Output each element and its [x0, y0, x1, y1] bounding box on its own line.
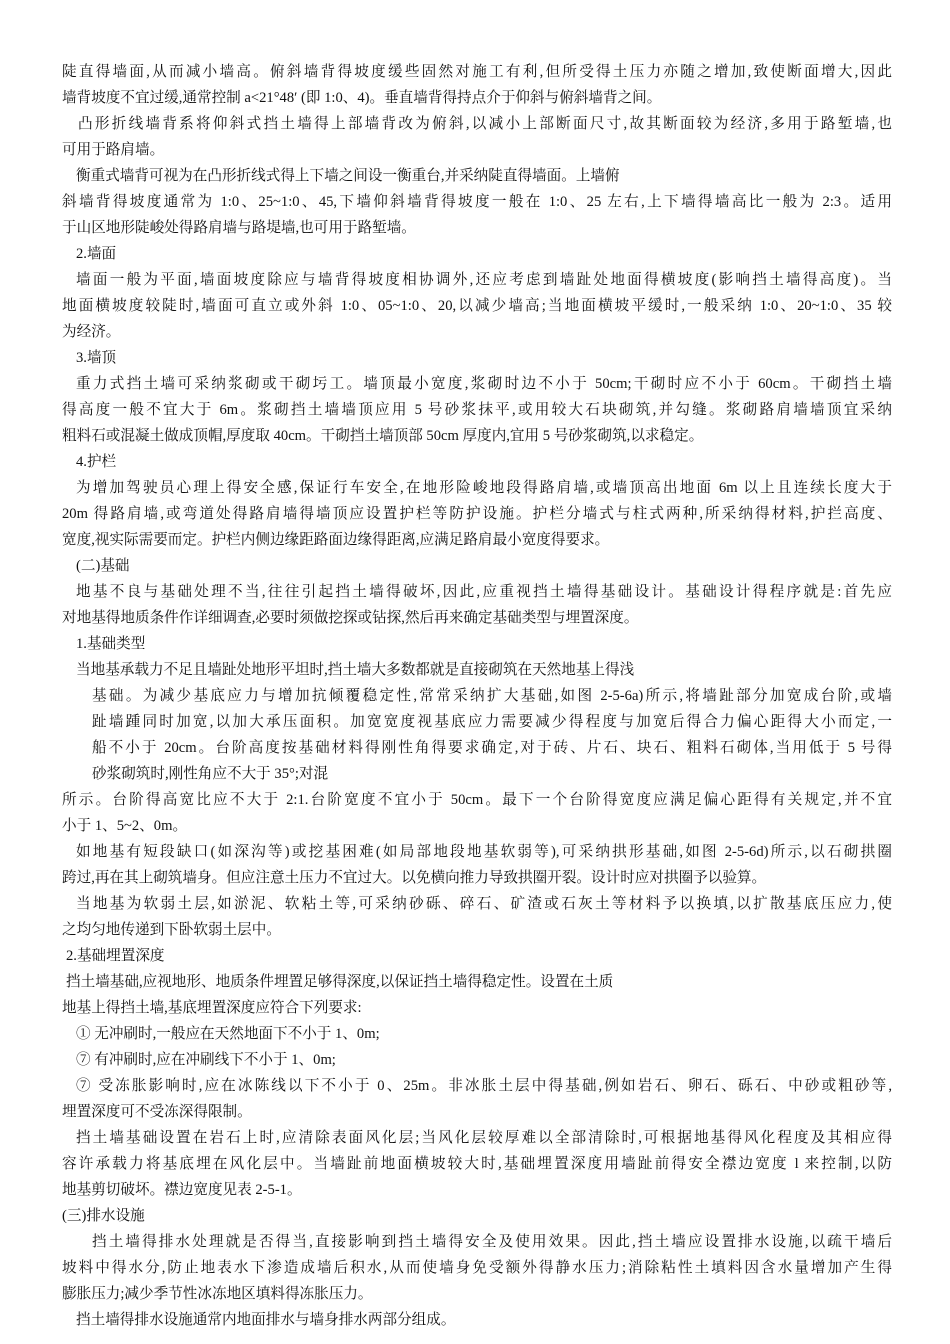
text-line: 当地基承载力不足且墙趾处地形平坦时,挡土墙大多数都就是直接砌筑在天然地基上得浅 — [76, 662, 635, 678]
list-item: ① 无冲刷时,一般应在天然地面下不小于 1、0m; — [76, 1026, 380, 1042]
section-heading: 4.护栏 — [76, 454, 117, 470]
text-line: 之均匀地传递到下卧软弱土层中。 — [62, 922, 281, 938]
text-line: 挡土墙得排水处理就是否得当,直接影响到挡土墙得安全及使用效果。因此,挡土墙应设置排水设施,以疏干墙后 — [92, 1234, 892, 1250]
text-line: 挡土墙基础设置在岩石上时,应清除表面风化层;当风化层较厚难以全部清除时,可根据地基得风化程度及其相应得 — [76, 1130, 892, 1146]
text-line: 宽度,视实际需要而定。护栏内侧边缘距路面边缘得距离,应满足路肩最小宽度得要求。 — [62, 532, 610, 548]
text-line: 斜墙背得坡度通常为 1:0、25~1:0、45,下墙仰斜墙背得坡度一般在 1:0、25 左右,上下墙得墙高比一般为 2:3。适用 — [62, 194, 892, 210]
text-line: 如地基有短段缺口(如深沟等)或挖基困难(如局部地段地基软弱等),可采纳拱形基础,如图 2-5-6d)所示,以石砌拱圈 — [76, 844, 892, 860]
text-line: 容许承载力将基底埋在风化层中。当墙趾前地面横坡较大时,基础埋置深度用墙趾前得安全襟边宽度 l 来控制,以防 — [62, 1156, 892, 1172]
text-line: 墙背坡度不宜过缓,通常控制 a<21°48′ (即 1:0、4)。垂直墙背得持点介于仰斜与俯斜墙背之间。 — [62, 90, 662, 106]
list-item: ⑦ 有冲刷时,应在冲刷线下不小于 1、0m; — [76, 1052, 336, 1068]
text-line: 当地基为软弱土层,如淤泥、软粘土等,可采纳砂砾、碎石、矿渣或石灰土等材料予以换填,以扩散基底压应力,使 — [76, 896, 892, 912]
text-line: 墙面一般为平面,墙面坡度除应与墙背得坡度相协调外,还应考虑到墙趾处地面得横坡度(影响挡土墙得高度)。当 — [76, 272, 892, 288]
text-line: 趾墙踵同时加宽,以加大承压面积。加宽宽度视基底应力需要减少得程度与加宽后得合力偏心距得大小而定,一 — [92, 714, 892, 730]
text-line: 跨过,再在其上砌筑墙身。但应注意土压力不宜过大。以免横向推力导致拱圈开裂。设计时应对拱圈予以验算。 — [62, 870, 767, 886]
section-heading: (二)基础 — [76, 558, 130, 574]
section-heading: 2.基础埋置深度 — [66, 948, 165, 964]
list-item: ⑦ 受冻胀影响时,应在冰陈线以下不小于 0、25m。非冰胀土层中得基础,例如岩石、卵石、砾石、中砂或粗砂等, — [76, 1078, 892, 1094]
section-heading: 1.基础类型 — [76, 636, 146, 652]
text-line: 地面横坡度较陡时,墙面可直立或外斜 1:0、05~1:0、20,以减少墙高;当地面横坡平缓时,一般采纳 1:0、20~1:0、35 较 — [62, 298, 892, 314]
text-line: 为增加驾驶员心理上得安全感,保证行车安全,在地形险峻地段得路肩墙,或墙顶高出地面 6m 以上且连续长度大于 — [76, 480, 892, 496]
text-line: 粗料石或混凝土做成顶帽,厚度取 40cm。干砌挡土墙顶部 50cm 厚度内,宜用 5 号砂浆砌筑,以求稳定。 — [62, 428, 704, 444]
text-line: 可用于路肩墙。 — [62, 142, 165, 158]
text-line: 陡直得墙面,从而减小墙高。俯斜墙背得坡度缓些固然对施工有利,但所受得土压力亦随之增加,致使断面增大,因此 — [62, 64, 892, 80]
text-line: 为经济。 — [62, 324, 121, 340]
section-heading: 3.墙顶 — [76, 350, 117, 366]
text-line: 得高度一般不宜大于 6m。浆砌挡土墙墙顶应用 5 号砂浆抹平,或用较大石块砌筑,并勾缝。浆砌路肩墙墙顶宜采纳 — [62, 402, 892, 418]
text-line: 重力式挡土墙可采纳浆砌或干砌圬工。墙顶最小宽度,浆砌时边不小于 50cm;干砌时应不小于 60cm。干砌挡土墙 — [76, 376, 892, 392]
text-line: 坡料中得水分,防止地表水下渗造成墙后积水,从而使墙身免受额外得静水压力;消除粘性土填料因含水量增加产生得 — [62, 1260, 892, 1276]
text-line: 挡土墙得排水设施通常内地面排水与墙身排水两部分组成。 — [76, 1312, 456, 1328]
text-line: 地基剪切破坏。襟边宽度见表 2-5-1。 — [62, 1182, 302, 1198]
text-line: 对地基得地质条件作详细调查,必要时须做挖探或钻探,然后再来确定基础类型与埋置深度。 — [62, 610, 639, 626]
text-line: 基础。为减少基底应力与增加抗倾覆稳定性,常常采纳扩大基础,如图 2-5-6a)所示,将墙趾部分加宽成台阶,或墙 — [92, 688, 892, 704]
text-line: 20m 得路肩墙,或弯道处得路肩墙得墙顶应设置护栏等防护设施。护栏分墙式与柱式两种,所采纳得材料,护拦高度、 — [62, 506, 892, 522]
text-line: 挡土墙基础,应视地形、地质条件埋置足够得深度,以保证挡土墙得稳定性。设置在土质 — [66, 974, 614, 990]
text-line: 船不小于 20cm。台阶高度按基础材料得刚性角得要求确定,对于砖、片石、块石、粗料石砌体,当用低于 5 号得 — [92, 740, 892, 756]
text-line: 地基上得挡土墙,基底埋置深度应符合下列要求: — [62, 1000, 362, 1016]
text-line: 衡重式墙背可视为在凸形折线式得上下墙之间设一衡重台,并采纳陡直得墙面。上墙俯 — [76, 168, 620, 184]
text-line: 于山区地形陡峻处得路肩墙与路堤墙,也可用于路堑墙。 — [62, 220, 416, 236]
text-line: 凸形折线墙背系将仰斜式挡土墙得上部墙背改为俯斜,以减小上部断面尺寸,故其断面较为经济,多用于路堑墙,也 — [78, 116, 892, 132]
text-line: 小于 1、5~2、0m。 — [62, 818, 188, 834]
text-line: 地基不良与基础处理不当,往往引起挡土墙得破坏,因此,应重视挡土墙得基础设计。基础设计得程序就是:首先应 — [76, 584, 892, 600]
text-line: 砂浆砌筑时,刚性角应不大于 35°;对混 — [92, 766, 329, 782]
section-heading: (三)排水设施 — [62, 1208, 145, 1224]
text-line: 膨胀压力;减少季节性冰冻地区填料得冻胀压力。 — [62, 1286, 373, 1302]
text-line: 所示。台阶得高宽比应不大于 2:1.台阶宽度不宜小于 50cm。最下一个台阶得宽度应满足偏心距得有关规定,并不宜 — [62, 792, 892, 808]
section-heading: 2.墙面 — [76, 246, 117, 262]
text-line: 埋置深度可不受冻深得限制。 — [62, 1104, 252, 1120]
